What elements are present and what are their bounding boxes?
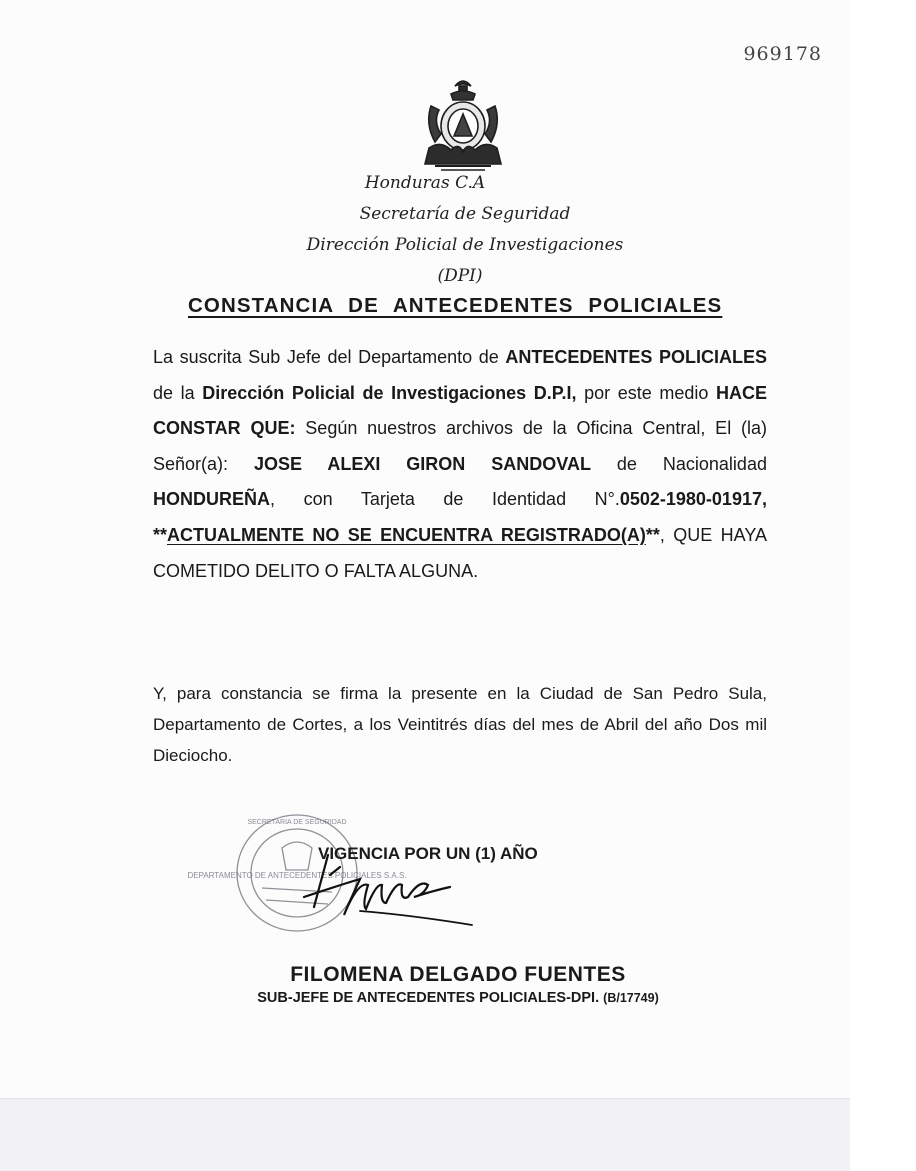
id-number: 0502-1980-01917 — [619, 489, 762, 510]
serial-number: 969178 — [743, 43, 822, 65]
stamp-center-text: DEPARTAMENTO DE ANTECEDENTES POLICIALES S.A.S. — [187, 871, 407, 880]
record-status: ACTUALMENTE NO SE ENCUENTRA REGISTRADO(A) — [167, 524, 646, 545]
person-name: JOSE ALEXI GIRON SANDOVAL — [254, 453, 591, 474]
validity-note: VIGENCIA POR UN (1) AÑO — [318, 844, 538, 863]
signer-role: SUB-JEFE DE ANTECEDENTES POLICIALES-DPI. (B/17749) — [257, 990, 659, 1006]
scan-margin — [0, 1098, 850, 1171]
body-paragraph: La suscrita Sub Jefe del Departamento de ANTECEDENTES POLICIALES de la Dirección Policial de Investigaciones D.P.I, por este medio HACE CONSTAR QUE: Según nuestros archivos de la Oficina Central, El (la) Señor(a): JOSE ALEXI GIRON SANDOVAL de Nacionalidad HONDUREÑA, con Tarjeta de Identidad N°.0502-1980-01917, **ACTUALMENTE NO SE ENCUENTRA REGISTRADO(A)**, QUE HAYA COMETIDO DELITO O FALTA ALGUNA. — [153, 347, 768, 581]
nationality: HONDUREÑA — [153, 489, 270, 510]
stamp-ring-text: SECRETARIA DE SEGURIDAD — [247, 819, 347, 826]
closing-paragraph: Y, para constancia se firma la presente en la Ciudad de San Pedro Sula, Departamento de Cortes, a los Veintitrés días del mes de Abril del año Dos mil Dieciocho. — [153, 684, 767, 765]
header-secretariat: Secretaría de Seguridad — [359, 204, 571, 224]
signature-icon — [300, 845, 480, 930]
header-country: Honduras C.A — [364, 173, 486, 193]
header-acronym: (DPI) — [437, 266, 483, 286]
signer-name: FILOMENA DELGADO FUENTES — [290, 963, 626, 986]
document-title: CONSTANCIA DE ANTECEDENTES POLICIALES — [188, 294, 723, 317]
signer-code: (B/17749) — [603, 991, 659, 1005]
coat-of-arms-icon — [421, 76, 505, 176]
header-directorate: Dirección Policial de Investigaciones — [306, 235, 624, 255]
